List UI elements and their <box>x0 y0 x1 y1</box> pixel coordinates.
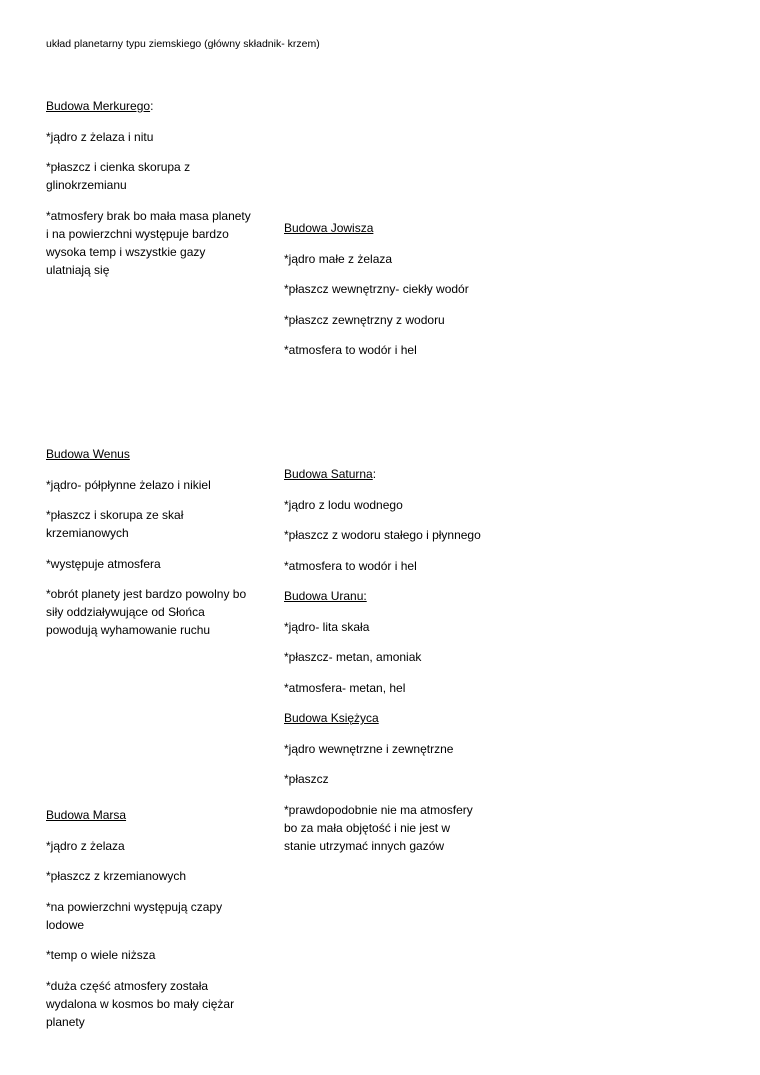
list-item: *płaszcz- metan, amoniak <box>284 650 422 664</box>
section-title <box>46 806 251 824</box>
list-item: *obrót planety jest bardzo powolny bo siły oddziaływujące od Słońca powodują wyhamowanie ruchu <box>46 587 247 637</box>
section-saturn-uran-ksiezyc <box>284 465 484 855</box>
list-item: *jądro z żelaza <box>46 838 125 853</box>
list-item: *duża część atmosfery została wydalona w kosmos bo mały ciężar planety <box>46 978 235 1029</box>
list-item: *atmosfera- metan, hel <box>284 680 406 695</box>
section-title <box>284 587 484 605</box>
list-item: *płaszcz <box>284 772 329 786</box>
section-title-suffix: : <box>372 467 377 481</box>
section-title <box>284 465 484 483</box>
section-title-text: Budowa Saturna <box>284 467 373 481</box>
section-title <box>284 709 484 727</box>
list-item: *atmosfery brak bo mała masa planety i na powierzchni występuje bardzo wysoka temp i wszystkie gazy ulatniają się <box>46 208 251 277</box>
list-item: *płaszcz z krzemianowych <box>46 869 187 883</box>
list-item: *płaszcz zewnętrzny z wodoru <box>284 312 445 327</box>
list-item: *prawdopodobnie nie ma atmosfery bo za mała objętość i nie jest w stanie utrzymać innych gazów <box>284 802 473 853</box>
section-title <box>46 445 251 463</box>
section-title-text: Budowa Uranu: <box>284 589 367 603</box>
section-title-suffix: : <box>150 99 154 113</box>
list-item: *jądro- lita skała <box>284 619 370 634</box>
document-header: układ planetarny typu ziemskiego (główny składnik- krzem) <box>46 38 320 50</box>
list-item: *występuje atmosfera <box>46 556 161 571</box>
list-item: *jądro z żelaza i nitu <box>46 129 154 144</box>
section-title-text: Budowa Marsa <box>46 808 127 822</box>
list-item: *płaszcz i cienka skorupa z glinokrzemianu <box>46 160 191 192</box>
list-item: *atmosfera to wodór i hel <box>284 558 417 573</box>
list-item: *jądro z lodu wodnego <box>284 497 403 512</box>
list-item: *płaszcz i skorupa ze skał krzemianowych <box>46 508 184 540</box>
section-title-text: Budowa Wenus <box>46 447 130 461</box>
list-item: *na powierzchni występują czapy lodowe <box>46 899 223 932</box>
section-jowisz <box>284 219 484 359</box>
list-item: *płaszcz z wodoru stałego i płynnego <box>284 528 481 542</box>
list-item: *jądro- półpłynne żelazo i nikiel <box>46 477 211 492</box>
section-title <box>46 97 251 115</box>
list-item: *temp o wiele niższa <box>46 948 156 962</box>
section-wenus <box>46 445 251 639</box>
section-title-text: Budowa Jowisza <box>284 221 374 235</box>
list-item: *jądro małe z żelaza <box>284 251 393 266</box>
section-merkury <box>46 97 251 279</box>
list-item: *atmosfera to wodór i hel <box>284 343 417 357</box>
section-mars <box>46 806 251 1031</box>
section-title-text: Budowa Księżyca <box>284 711 379 725</box>
section-title <box>284 219 484 237</box>
list-item: *jądro wewnętrzne i zewnętrzne <box>284 741 454 756</box>
section-title-text: Budowa Merkurego <box>46 99 151 113</box>
list-item: *płaszcz wewnętrzny- ciekły wodór <box>284 282 469 296</box>
